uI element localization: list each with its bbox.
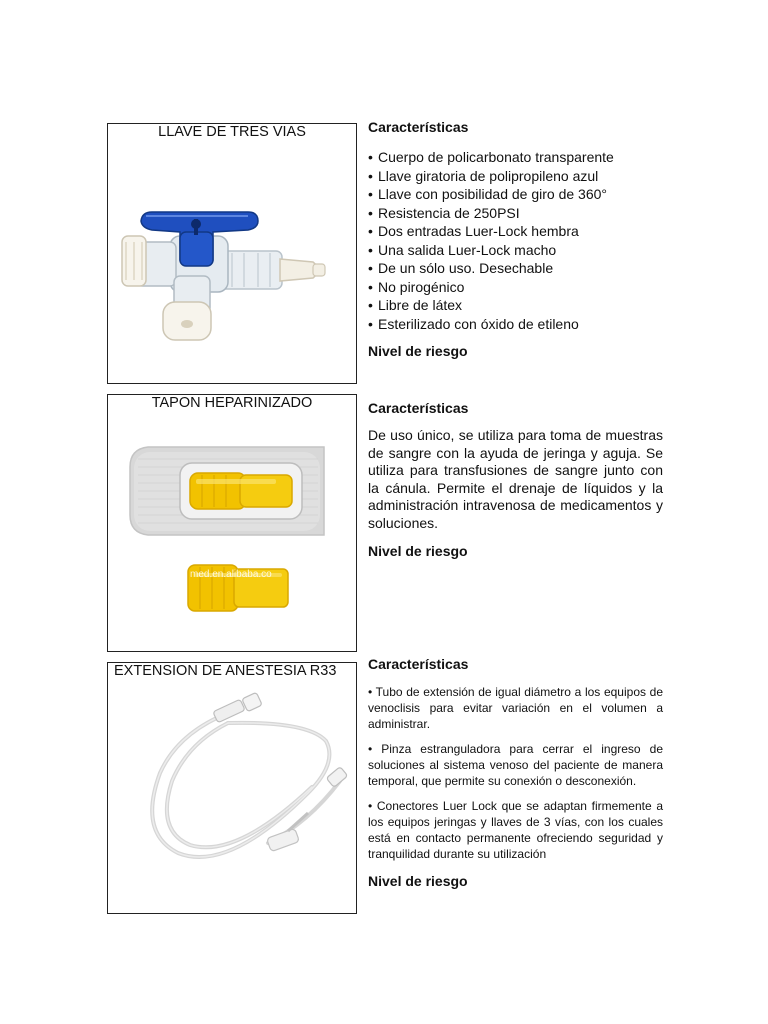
risk-level-label: Nivel de riesgo [368,873,468,889]
product-box-extension [107,662,357,914]
list-item: • Una salida Luer-Lock macho [368,241,663,260]
watermark-text: med.en.alibaba.co [190,569,272,580]
heparin-cap-image [108,395,357,652]
list-item: • Conectores Luer Lock que se adaptan firmemente a los equipos jeringas y llaves de 3 vías, con los cuales está en contacto permanente ofreciendo seguridad y tranquilidad durante su utilización [368,799,663,861]
list-item: • Libre de látex [368,296,663,315]
list-item: • Tubo de extensión de igual diámetro a los equipos de venoclisis para evitar variación en el volumen a administrar. [368,685,663,731]
product-box-llave [107,123,357,384]
list-item: • No pirogénico [368,278,663,297]
three-way-stopcock-image [108,124,357,384]
description-extension [368,655,663,890]
features-list [368,148,663,333]
product-box-tapon [107,394,357,652]
list-item: • Llave giratoria de polipropileno azul [368,167,663,186]
product-title: LLAVE DE TRES VIAS [158,124,306,140]
list-item: • Llave con posibilidad de giro de 360° [368,185,663,204]
risk-level-label: Nivel de riesgo [368,543,468,559]
product-title: TAPON HEPARINIZADO [151,395,313,411]
description-llave [368,118,663,360]
list-item: • Resistencia de 250PSI [368,204,663,223]
product-title: EXTENSION DE ANESTESIA R33 [114,663,337,679]
characteristics-heading: Características [368,656,469,672]
list-item: • De un sólo uso. Desechable [368,259,663,278]
characteristics-heading: Características [368,119,469,135]
list-item: • Pinza estranguladora para cerrar el ingreso de soluciones al sistema venoso del paciente de manera temporal, que permite su conexión o desconexión. [368,742,663,788]
risk-level-label: Nivel de riesgo [368,343,468,359]
product-description: De uso único, se utiliza para toma de muestras de sangre con la ayuda de jeringa y aguja. Se utiliza para transfusiones de sangre junto con la cánula. Permite el drenaje de líquidos y la administración intravenosa de medicamentos y soluciones. [368,427,663,531]
extension-tube-image [108,663,357,914]
list-item: • Esterilizado con óxido de etileno [368,315,663,334]
characteristics-heading: Características [368,400,469,416]
description-tapon [368,399,663,560]
features-list [368,684,663,862]
list-item: • Dos entradas Luer-Lock hembra [368,222,663,241]
list-item: • Cuerpo de policarbonato transparente [368,148,663,167]
